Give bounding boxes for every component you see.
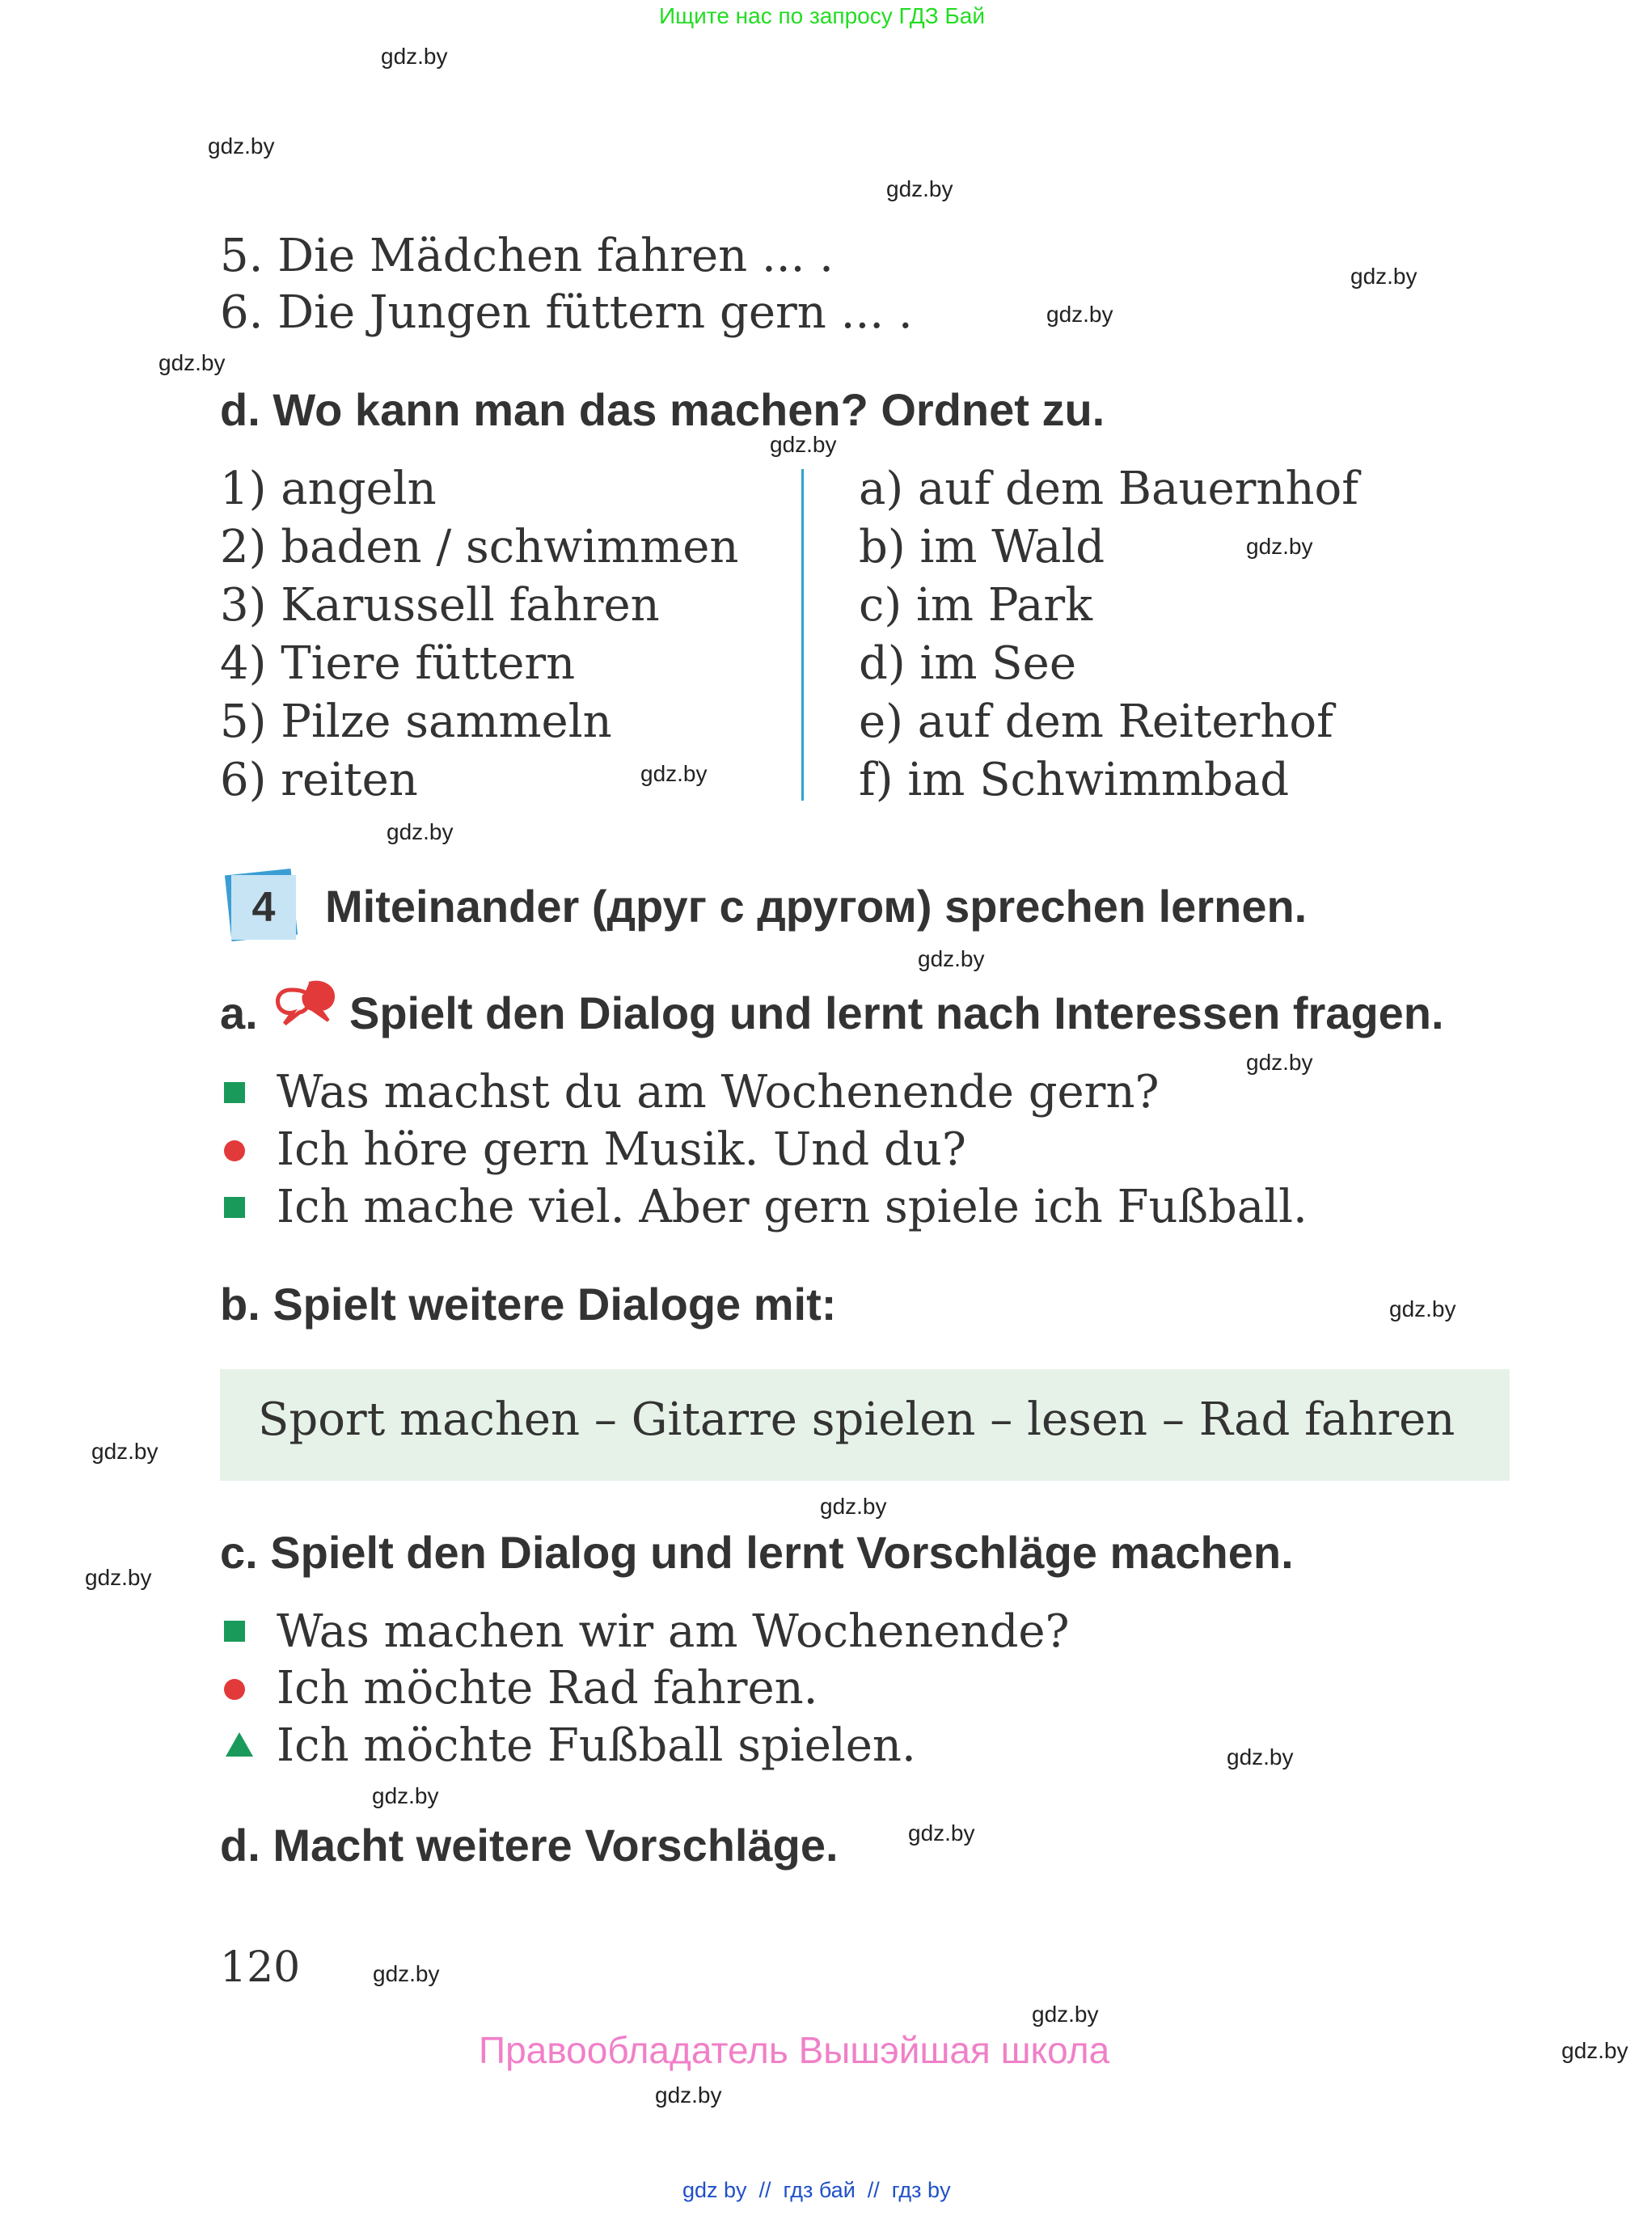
watermark: gdz.by	[387, 819, 454, 844]
dialog-line: Was machst du am Wochenende gern?	[277, 1066, 1160, 1118]
task-number-badge	[228, 872, 299, 943]
sentence-text: Die Jungen füttern gern ... .	[277, 286, 913, 339]
speech-bubbles-icon	[273, 979, 338, 1032]
activity-item: 6) reiten	[220, 754, 418, 806]
watermark: gdz.by	[1561, 2038, 1629, 2063]
watermark: gdz.by	[1246, 1050, 1313, 1075]
activity-item: 4) Tiere füttern	[220, 637, 576, 690]
watermark: gdz.by	[372, 1783, 439, 1808]
word-box	[220, 1369, 1510, 1481]
speaker-triangle-icon	[226, 1732, 253, 1757]
part-a-label: a.	[220, 987, 258, 1038]
part-a-heading: Spielt den Dialog und lernt nach Interessen fragen.	[349, 987, 1444, 1038]
watermark: gdz.by	[908, 1820, 975, 1846]
page-number: 120	[220, 1943, 301, 1992]
top-banner[interactable]: Ищите нас по запросу ГДЗ Бай	[659, 3, 986, 28]
place-item: e) auf dem Reiterhof	[859, 696, 1333, 748]
watermark: gdz.by	[1032, 2002, 1099, 2027]
copyright-notice: Правообладатель Вышэйшая школа	[479, 2029, 1110, 2071]
part-d-heading: d. Wo kann man das machen? Ordnet zu.	[220, 384, 1105, 435]
dialog-line: Ich möchte Fußball spielen.	[277, 1719, 916, 1772]
exercise-title: Miteinander (друг с другом) sprechen lernen.	[325, 881, 1308, 932]
speaker-square-icon	[224, 1621, 245, 1642]
activity-item: 1) angeln	[220, 463, 437, 515]
task-number: 4	[231, 875, 296, 940]
sentence-text: Die Mädchen fahren ... .	[277, 230, 834, 282]
dialog-line: Ich höre gern Musik. Und du?	[277, 1123, 966, 1176]
watermark: gdz.by	[886, 176, 953, 201]
watermark: gdz.by	[208, 133, 275, 159]
watermark: gdz.by	[1227, 1744, 1294, 1769]
watermark: gdz.by	[770, 432, 837, 457]
column-divider	[801, 469, 804, 801]
word-box-text: Sport machen – Gitarre spielen – lesen – Rad fahren	[258, 1393, 1456, 1446]
place-item: f) im Schwimmbad	[859, 754, 1290, 806]
watermark: gdz.by	[640, 761, 708, 786]
speaker-dot-icon	[224, 1140, 245, 1161]
place-item: b) im Wald	[859, 521, 1105, 573]
watermark: gdz.by	[158, 350, 226, 375]
dialog-line: Was machen wir am Wochenende?	[277, 1605, 1070, 1658]
watermark: gdz.by	[1350, 264, 1418, 289]
watermark: gdz.by	[1246, 534, 1313, 559]
footer-links[interactable]: gdz by // гдз бай // гдз by	[682, 2178, 951, 2202]
place-item: a) auf dem Bauernhof	[859, 463, 1358, 515]
watermark: gdz.by	[820, 1494, 887, 1519]
watermark: gdz.by	[918, 946, 985, 971]
sentence-6	[220, 286, 913, 339]
activity-item: 3) Karussell fahren	[220, 579, 660, 632]
part-c-heading: c. Spielt den Dialog und lernt Vorschläge machen.	[220, 1527, 1294, 1578]
watermark: gdz.by	[1046, 302, 1113, 327]
place-item: d) im See	[859, 637, 1076, 690]
sentence-number: 5.	[220, 230, 264, 282]
watermark: gdz.by	[381, 44, 448, 69]
speaker-square-icon	[224, 1082, 245, 1103]
watermark: gdz.by	[373, 1961, 440, 1986]
sentence-number: 6.	[220, 286, 264, 339]
place-item: c) im Park	[859, 579, 1093, 632]
watermark: gdz.by	[655, 2082, 722, 2108]
activity-item: 2) baden / schwimmen	[220, 521, 739, 573]
speaker-square-icon	[224, 1197, 245, 1218]
watermark: gdz.by	[1389, 1296, 1456, 1321]
part-d2-heading: d. Macht weitere Vorschläge.	[220, 1820, 839, 1871]
watermark: gdz.by	[91, 1439, 158, 1464]
sentence-5	[220, 230, 834, 282]
part-b-heading: b. Spielt weitere Dialoge mit:	[220, 1279, 837, 1330]
dialog-line: Ich mache viel. Aber gern spiele ich Fußball.	[277, 1181, 1308, 1233]
dialog-line: Ich möchte Rad fahren.	[277, 1662, 818, 1715]
activity-item: 5) Pilze sammeln	[220, 696, 612, 748]
speaker-dot-icon	[224, 1679, 245, 1700]
watermark: gdz.by	[85, 1565, 152, 1590]
